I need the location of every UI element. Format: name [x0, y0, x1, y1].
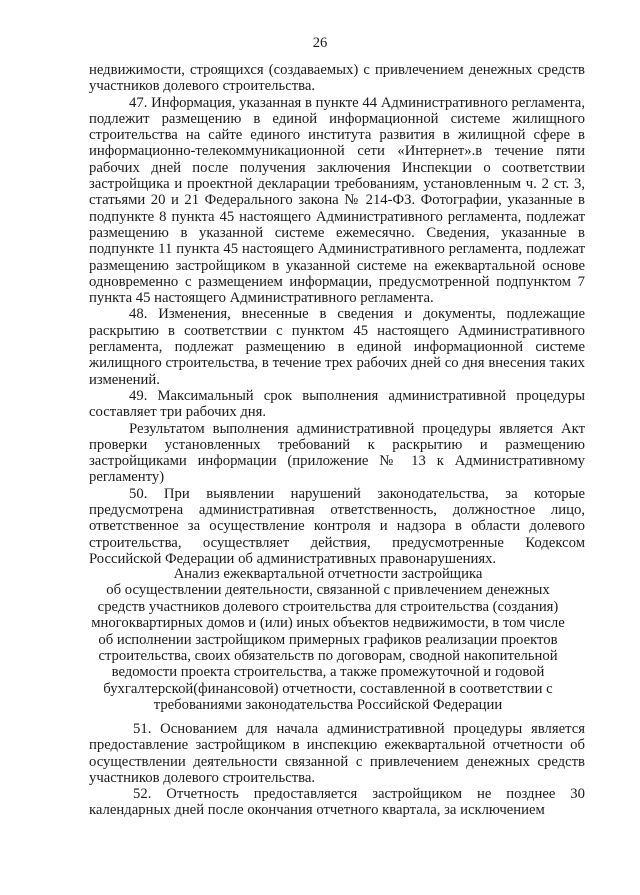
paragraph-result: Результатом выполнения административной процедуры является Акт проверки установленных требований к раскрытию и размещению застройщиками информации (приложение № 13 к Административному регламенту): [89, 420, 585, 486]
paragraph-49: 49. Максимальный срок выполнения административной процедуры составляет три рабочих дня.: [89, 387, 585, 421]
paragraph-47: 47. Информация, указанная в пункте 44 Административного регламента, подлежит размещению в единой информационной системе жилищного строительства на сайте единого института развития в жилищной сфере в информационно-телекоммуникационной сети «Интернет».в течение пяти рабочих дней после получения заключения Инспекции о соответствии застройщика и проектной декларации требованиям, установленным ч. 2 ст. 3, статьями 20 и 21 Федерального закона № 214-ФЗ. Фотографии, указанные в подпункте 8 пункта 45 настоящего Административного регламента, подлежат размещению в указанной системе ежемесячно. Сведения, указанные в подпункте 11 пункта 45 настоящего Административного регламента, подлежат размещению застройщиком в указанной системе на ежеквартальной основе одновременно с размещением информации, предусмотренной подпунктом 7 пункта 45 настоящего Административного регламента.: [89, 94, 585, 307]
section-heading: [78, 566, 578, 714]
heading-line: многоквартирных домов и (или) иных объектов недвижимости, в том числе: [91, 615, 565, 632]
paragraph-continuation: недвижимости, строящихся (создаваемых) с привлечением денежных средств участников долевого строительства.: [89, 62, 585, 95]
page-number: 26: [312, 35, 328, 51]
body-text: [89, 62, 585, 567]
heading-line: Анализ ежеквартальной отчетности застройщика: [173, 566, 483, 582]
paragraph-51: 51. Основанием для начала административной процедуры является предоставление застройщиком в инспекцию ежеквартальной отчетности об осуществлении деятельности связанной с привлечением денежных средств участников долевого строительства.: [89, 721, 585, 786]
heading-line: об исполнении застройщиком примерных графиков реализации проектов: [98, 631, 558, 648]
section-body: [89, 721, 585, 819]
heading-line: бухгалтерской(финансовой) отчетности, составленной в соответствии с: [103, 680, 553, 697]
heading-line: средств участников долевого строительства для строительства (создания): [97, 598, 559, 615]
paragraph-52: 52. Отчетность предоставляется застройщиком не позднее 30 календарных дней после окончания отчетного квартала, за исключением: [89, 786, 585, 819]
heading-line: требованиями законодательства Российской Федерации: [153, 697, 503, 714]
heading-line: об осуществлении деятельности, связанной с привлечением денежных: [106, 582, 550, 599]
paragraph-48: 48. Изменения, внесенные в сведения и документы, подлежащие раскрытию в соответствии с пунктом 45 настоящего Административного регламента, подлежат размещению в единой информационной системе жилищного строительства, в течение трех рабочих дней со дня внесения таких изменений.: [89, 306, 585, 388]
heading-line: ведомости проекта строительства, а также промежуточной и годовой: [111, 664, 545, 681]
heading-line: строительства, своих обязательств по договорам, сводной накопительной: [98, 648, 558, 665]
paragraph-50: 50. При выявлении нарушений законодательства, за которые предусмотрена административная ответственность, должностное лицо, ответственное за осуществление контроля и надзора в области долевого строительства, осуществляет действия, предусмотренные Кодексом Российской Федерации об административных правонарушениях.: [89, 485, 585, 567]
